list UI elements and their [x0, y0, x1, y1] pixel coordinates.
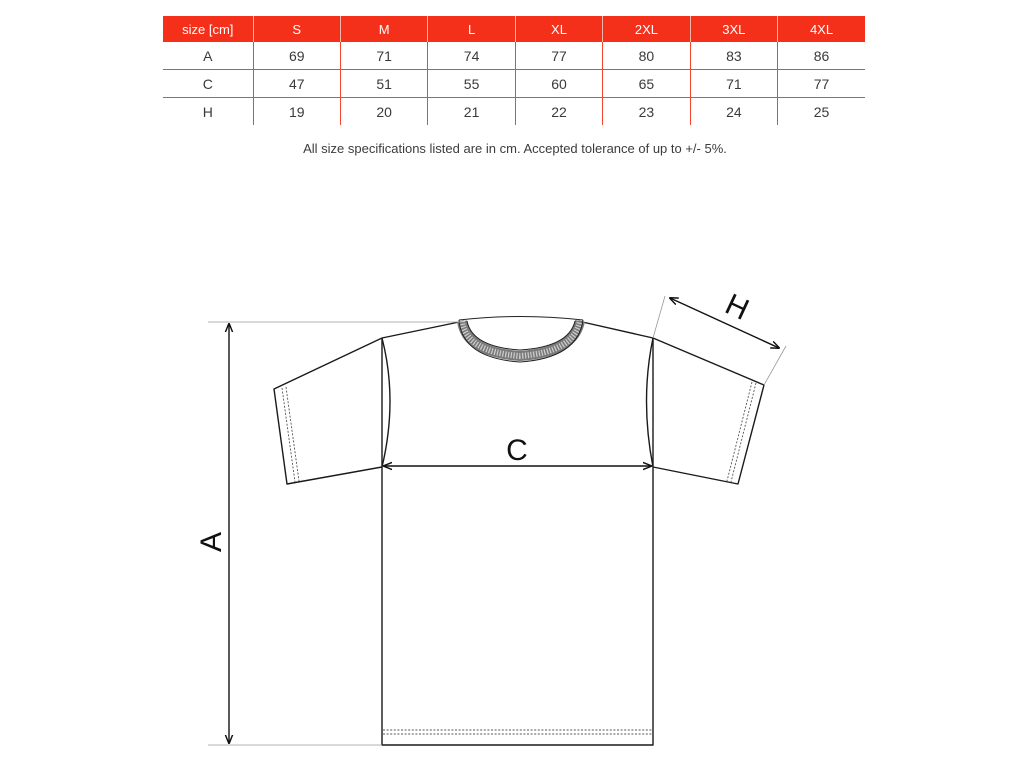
- left-sleeve: [274, 338, 382, 484]
- table-cell: 23: [603, 98, 690, 126]
- size-header-cell: M: [340, 16, 427, 42]
- right-sleeve-hem-stitch: [731, 383, 756, 482]
- right-sleeve-hem-stitch-2: [727, 382, 752, 481]
- table-cell: 80: [603, 42, 690, 70]
- size-header-cell: 4XL: [778, 16, 865, 42]
- right-sleeve: [653, 338, 764, 484]
- dimension-h: [653, 288, 786, 385]
- table-cell: 20: [340, 98, 427, 126]
- table-cell: 71: [340, 42, 427, 70]
- table-cell: 71: [690, 70, 777, 98]
- table-cell: 74: [428, 42, 515, 70]
- table-cell: 55: [428, 70, 515, 98]
- size-header-cell: L: [428, 16, 515, 42]
- table-cell: 51: [340, 70, 427, 98]
- dimension-h-arrow: [670, 298, 779, 348]
- table-cell: 60: [515, 70, 602, 98]
- left-shoulder: [382, 321, 464, 338]
- neck-back-line: [459, 317, 583, 321]
- size-header-cell: size [cm]: [163, 16, 253, 42]
- measure-label-cell: C: [163, 70, 253, 98]
- dimension-h-label: H: [720, 287, 754, 327]
- dimension-c: [384, 434, 651, 467]
- table-cell: 22: [515, 98, 602, 126]
- table-cell: 65: [603, 70, 690, 98]
- dimension-h-extension-left: [653, 296, 665, 338]
- size-header-cell: XL: [515, 16, 602, 42]
- size-header-cell: 3XL: [690, 16, 777, 42]
- size-header-cell: 2XL: [603, 16, 690, 42]
- table-cell: 24: [690, 98, 777, 126]
- right-shoulder: [578, 321, 653, 338]
- measure-label-cell: A: [163, 42, 253, 70]
- table-cell: 47: [253, 70, 340, 98]
- dimension-a: [195, 322, 462, 745]
- dimension-h-extension-right: [764, 346, 786, 385]
- table-cell: 77: [778, 70, 865, 98]
- shirt-body: [382, 338, 653, 745]
- size-header-cell: S: [253, 16, 340, 42]
- table-cell: 77: [515, 42, 602, 70]
- dimension-c-label: C: [506, 434, 528, 467]
- table-cell: 86: [778, 42, 865, 70]
- table-cell: 21: [428, 98, 515, 126]
- table-cell: 83: [690, 42, 777, 70]
- tshirt-outline: [274, 321, 764, 745]
- table-cell: 69: [253, 42, 340, 70]
- tolerance-note: All size specifications listed are in cm. Accepted tolerance of up to +/- 5%.: [303, 141, 727, 156]
- collar: [459, 317, 583, 363]
- right-armhole-seam: [647, 338, 654, 467]
- dimension-a-label: A: [195, 531, 228, 553]
- table-cell: 25: [813, 103, 830, 120]
- table-cell: 19: [253, 98, 340, 126]
- left-armhole-seam: [382, 338, 390, 467]
- measure-label-cell: H: [163, 98, 253, 126]
